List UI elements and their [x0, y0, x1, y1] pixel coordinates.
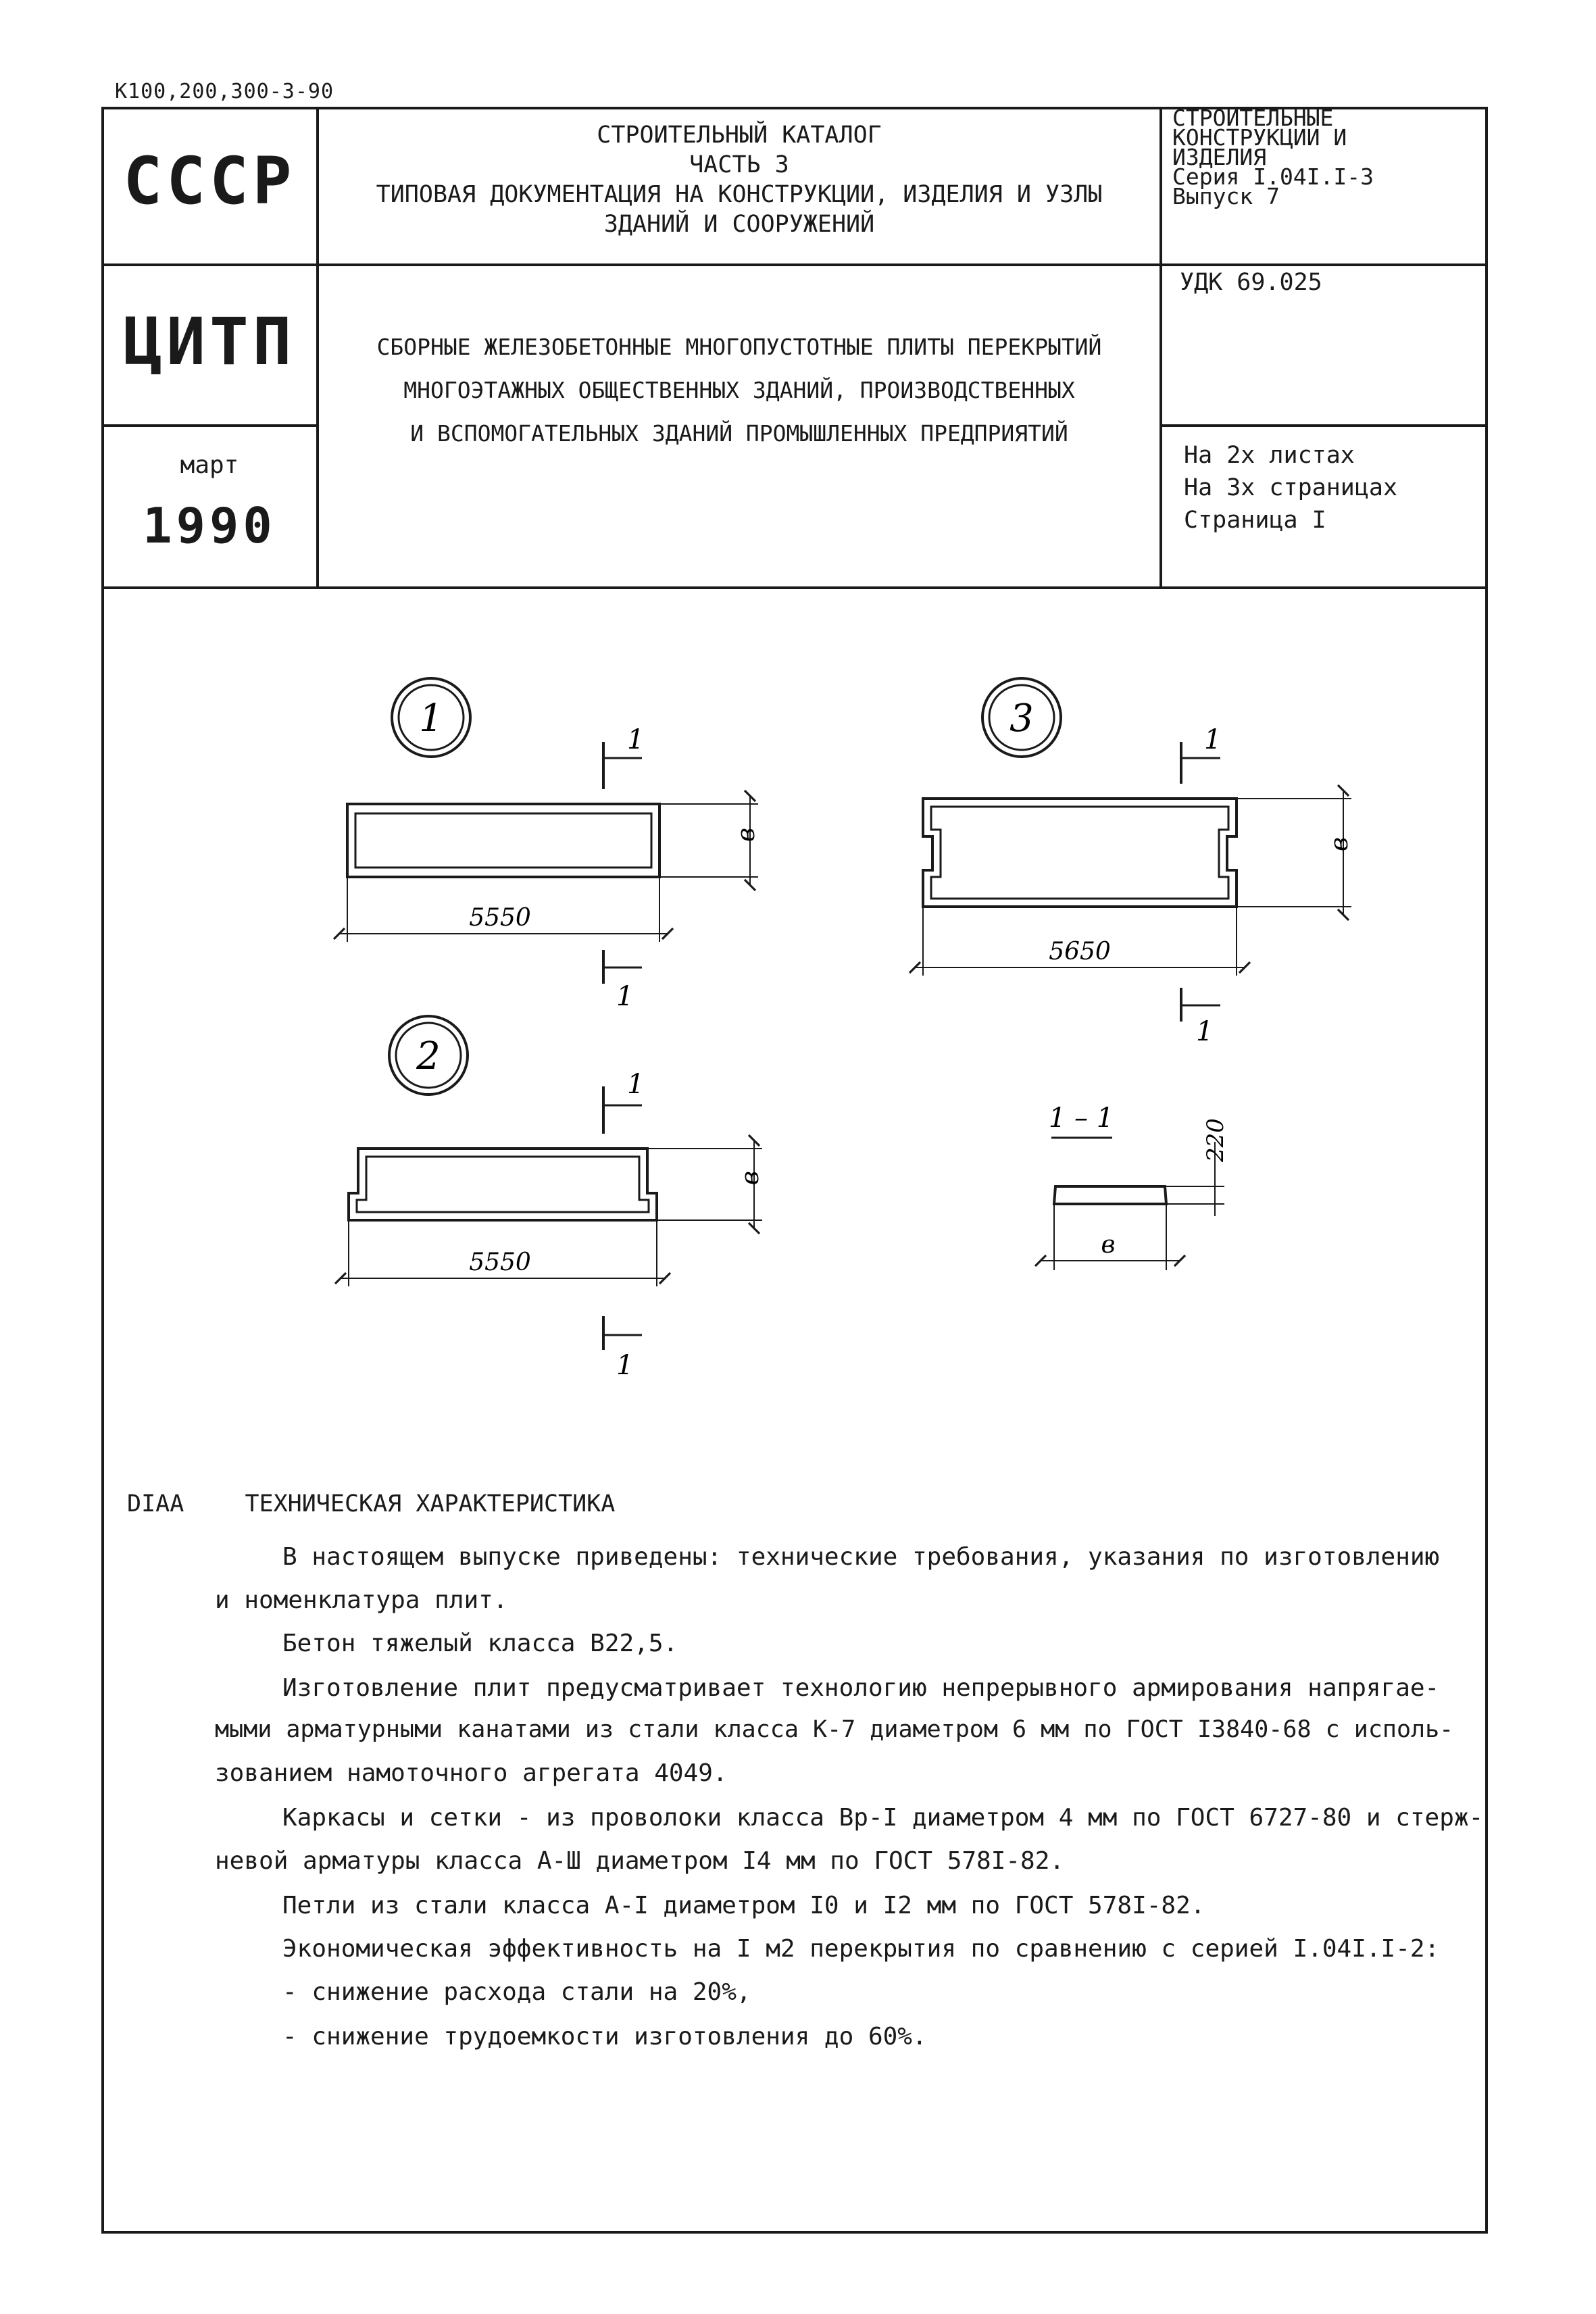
series-line: ИЗДЕЛИЯ	[1172, 144, 1267, 170]
catalog-line: ЗДАНИЙ И СООРУЖЕНИЙ	[603, 211, 875, 238]
slab-type-1	[339, 678, 760, 1012]
mark-label-3: 3	[1009, 697, 1034, 740]
body-line: мыми арматурными канатами из стали класса К-7 диаметром 6 мм по ГОСТ I3840-68 с исполь-	[215, 1716, 1454, 1743]
heading-code: DIAA	[127, 1490, 184, 1517]
catalog-line: ТИПОВАЯ ДОКУМЕНТАЦИЯ НА КОНСТРУКЦИИ, ИЗДЕЛИЯ И УЗЛЫ	[376, 181, 1103, 208]
width-dimension-2	[647, 1140, 764, 1228]
tech-heading	[127, 1490, 615, 1517]
slab-2-outline	[349, 1149, 657, 1220]
pages-count: На 3х страницах	[1184, 474, 1398, 501]
series-line: СТРОИТЕЛЬНЫЕ	[1172, 105, 1334, 131]
svg-text:1: 1	[627, 724, 645, 755]
title-line: И ВСПОМОГАТЕЛЬНЫХ ЗДАНИЙ ПРОМЫШЛЕННЫХ ПРЕДПРИЯТИЙ	[410, 420, 1068, 447]
section-cut-top-1	[603, 724, 644, 789]
section-cut-bottom-3	[1181, 988, 1220, 1047]
body-line: Экономическая эффективность на I м2 перекрытия по сравнению с серией I.04I.I-2:	[282, 1935, 1440, 1963]
body-line: В настоящем выпуске приведены: технические требования, указания по изготовлению	[282, 1543, 1440, 1571]
section-cut-bottom-1	[603, 950, 642, 1012]
body-line: зованием намоточного агрегата 4049.	[215, 1759, 728, 1787]
stamp-organization: ЦИТП	[123, 304, 296, 380]
length-label-2: 5550	[469, 1249, 531, 1276]
svg-text:в: в	[1326, 837, 1353, 851]
heading-text: ТЕХНИЧЕСКАЯ ХАРАКТЕРИСТИКА	[245, 1490, 616, 1517]
length-dimension-2	[341, 1220, 665, 1286]
body-line: Изготовление плит предусматривает технологию непрерывного армирования напрягае-	[282, 1674, 1440, 1702]
issue-number: Выпуск 7	[1172, 183, 1280, 209]
body-line: Бетон тяжелый класса В22,5.	[282, 1630, 678, 1657]
svg-text:1: 1	[627, 1069, 645, 1100]
svg-text:в: в	[732, 828, 760, 842]
series-number: Серия I.04I.I-3	[1172, 164, 1374, 190]
section-cut-top-3	[1181, 724, 1221, 784]
stamp-year: 1990	[143, 497, 276, 554]
width-dimension-1	[659, 796, 760, 885]
page-number: Страница I	[1184, 507, 1326, 534]
svg-text:1: 1	[616, 981, 634, 1012]
svg-text:1: 1	[616, 1350, 634, 1381]
section-1-1	[1041, 1103, 1229, 1270]
catalog-line: ЧАСТЬ 3	[689, 151, 789, 178]
mark-label-1: 1	[419, 697, 443, 740]
catalog-line: СТРОИТЕЛЬНЫЙ КАТАЛОГ	[597, 122, 882, 149]
width-dimension-3	[1237, 790, 1353, 915]
length-label-3: 5650	[1049, 938, 1111, 965]
body-line: Каркасы и сетки - из проволоки класса Вр-I диаметром 4 мм по ГОСТ 6727-80 и стерж-	[282, 1804, 1484, 1832]
section-width-label: в	[1101, 1231, 1116, 1259]
stamp-month: март	[180, 451, 239, 479]
title-line: МНОГОЭТАЖНЫХ ОБЩЕСТВЕННЫХ ЗДАНИЙ, ПРОИЗВОДСТВЕННЫХ	[403, 377, 1075, 403]
section-profile	[1054, 1186, 1166, 1204]
body-line: - снижение расхода стали на 20%,	[282, 1978, 751, 2006]
svg-text:1: 1	[1204, 724, 1222, 755]
stamp-country: СССР	[123, 143, 296, 219]
title-line: СБОРНЫЕ ЖЕЛЕЗОБЕТОННЫЕ МНОГОПУСТОТНЫЕ ПЛИТЫ ПЕРЕКРЫТИЙ	[376, 334, 1102, 360]
length-label-1: 5550	[469, 904, 531, 932]
document-code: К100,200,300-3-90	[115, 80, 334, 103]
length-dimension-1	[339, 877, 668, 942]
mark-label-2: 2	[416, 1034, 441, 1078]
slab-3-outline	[923, 799, 1237, 907]
body-line: и номенклатура плит.	[215, 1586, 508, 1614]
section-title: 1 – 1	[1048, 1103, 1114, 1134]
svg-text:в: в	[737, 1171, 764, 1185]
section-cut-bottom-2	[603, 1316, 642, 1381]
section-height-label: 220	[1202, 1118, 1229, 1162]
slab-type-3	[915, 678, 1353, 1047]
section-cut-top-2	[603, 1069, 644, 1134]
length-dimension-3	[915, 907, 1245, 976]
slab-1-outline	[347, 804, 659, 877]
body-line: Петли из стали класса А-I диаметром I0 и I2 мм по ГОСТ 578I-82.	[282, 1892, 1205, 1919]
slab-type-2	[341, 1016, 764, 1381]
svg-text:1: 1	[1196, 1016, 1214, 1047]
series-line: КОНСТРУКЦИИ И	[1172, 124, 1347, 151]
body-line: невой арматуры класса А-Ш диаметром I4 мм по ГОСТ 578I-82.	[215, 1847, 1065, 1875]
udk-code: УДК 69.025	[1180, 269, 1322, 296]
body-line: - снижение трудоемкости изготовления до 60%.	[282, 2023, 927, 2051]
sheets-count: На 2х листах	[1184, 442, 1355, 469]
